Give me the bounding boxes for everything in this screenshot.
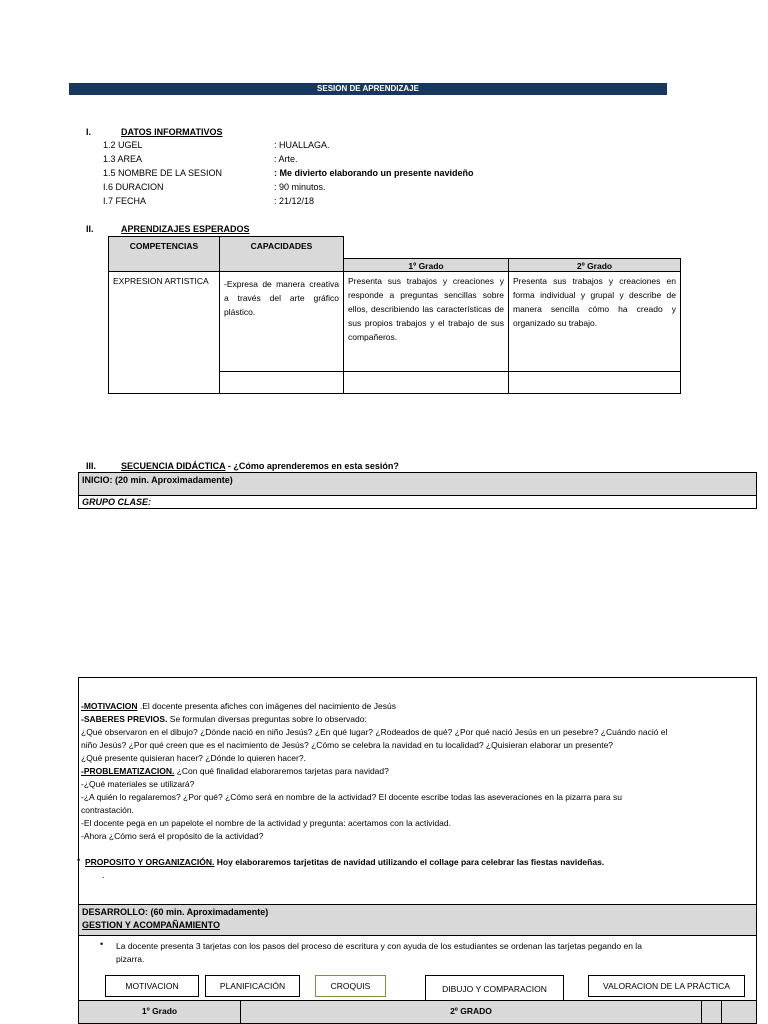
step-croquis: CROQUIS	[315, 975, 386, 997]
proposito-title: PROPOSITO Y ORGANIZACIÓN.	[85, 857, 215, 867]
step-motivacion: MOTIVACION	[105, 975, 199, 997]
proposito-text: Hoy elaboraremos tarjetitas de navidad utilizando el collage para celebrar las fiestas navideñas.	[214, 857, 605, 867]
capacidades-header: CAPACIDADES	[219, 236, 344, 272]
step-dibujo-comparacion: DIBUJO Y COMPARACION	[425, 975, 564, 1002]
empty-cell	[701, 1000, 722, 1024]
empty-cell	[343, 371, 509, 394]
question-line: ¿Qué presente quisieran hacer? ¿Dónde lo quieren hacer?.	[81, 753, 306, 763]
session-title-banner: SESION DE APRENDIZAJE	[69, 83, 667, 95]
duration-label: I.6 DURACION	[103, 182, 164, 192]
problematizacion-text: ¿Con qué finalidad elaboraremos tarjetas para navidad?	[174, 766, 389, 776]
section-number-2: II.	[86, 224, 94, 234]
ugel-value: : HUALLAGA.	[274, 140, 330, 150]
grado1-header: 1º Grado	[343, 258, 509, 272]
desarrollo-bullet-line: pizarra.	[116, 954, 145, 964]
secuencia-heading-question: - ¿Cómo aprenderemos en esta sesión?	[225, 461, 399, 471]
step-valoracion: VALORACION DE LA PRÁCTICA	[588, 975, 745, 997]
step-planificacion: PLANIFICACIÓN	[205, 975, 300, 997]
competencias-header: COMPETENCIAS	[108, 236, 220, 272]
grado2-bottom-header: 2º GRADO	[240, 1000, 702, 1024]
bullet-icon: •	[100, 939, 104, 949]
session-name-value: : Me divierto elaborando un presente navideño	[274, 168, 474, 178]
grupo-clase-label: GRUPO CLASE:	[82, 497, 152, 507]
inicio-label: INICIO: (20 min. Aproximadamente)	[82, 475, 233, 485]
secuencia-heading	[121, 461, 399, 471]
question-line: niño Jesús? ¿Por qué creen que es el nacimiento de Jesús? ¿Cómo se celebra la navidad en tu localidad? ¿Quisieran elaborar un presente?	[81, 740, 614, 750]
area-value: : Arte.	[274, 154, 298, 164]
proposito-line	[85, 856, 757, 869]
grupo-clase-bar	[78, 495, 757, 509]
motivacion-title: -MOTIVACION	[81, 701, 138, 711]
question-line: ¿Qué observaron en el dibujo? ¿Dónde nació en niño Jesús? ¿En qué lugar? ¿Rodeados de qué? ¿Por qué nació Jesús en un pesebre? ¿Cuándo nació el	[81, 727, 668, 737]
motivacion-text: .El docente presenta afiches con imágenes del nacimiento de Jesús	[137, 701, 396, 711]
question-line: -Ahora ¿Cómo será el propósito de la actividad?	[81, 831, 264, 841]
aprendizajes-heading: APRENDIZAJES ESPERADOS	[121, 224, 250, 234]
capacidad-cell: -Expresa de manera creativa a través del arte gráfico plástico.	[219, 271, 344, 372]
section-number-1: I.	[86, 127, 92, 137]
competencia-cell: EXPRESION ARTISTICA	[108, 271, 220, 394]
date-value: : 21/12/18	[274, 196, 315, 206]
grado2-header: 2º Grado	[508, 258, 681, 272]
question-line: -¿A quién lo regalaremos? ¿Por qué? ¿Cómo será en nombre de la actividad? El docente escribe todas las aseveraciones en la pizarra para su	[81, 792, 622, 802]
bullet-icon: •	[77, 855, 81, 865]
datos-heading: DATOS INFORMATIVOS	[121, 127, 223, 137]
stray-dot: .	[102, 870, 105, 880]
inicio-bar	[78, 472, 757, 496]
saberes-text: Se formulan diversas preguntas sobre lo observado:	[167, 714, 367, 724]
desarrollo-title: DESARROLLO: (60 min. Aproximadamente)	[82, 907, 269, 917]
empty-cell	[721, 1000, 757, 1024]
question-line: -¿Qué materiales se utilizará?	[81, 779, 195, 789]
secuencia-heading-label: SECUENCIA DIDÁCTICA	[121, 461, 226, 471]
date-label: I.7 FECHA	[103, 196, 147, 206]
grado2-desempeno-cell: Presenta sus trabajos y creaciones en forma individual y grupal y describe de manera sencilla cómo ha creado y organizado su trabajo.	[508, 271, 681, 372]
grado1-bottom-header: 1º Grado	[78, 1000, 241, 1024]
section-number-3: III.	[86, 461, 97, 471]
desarrollo-subtitle: GESTION Y ACOMPAÑAMIENTO	[82, 920, 221, 930]
session-name-label: 1.5 NOMBRE DE LA SESION	[103, 168, 223, 178]
saberes-title: -SABERES PREVIOS.	[81, 714, 168, 724]
desarrollo-bullet-line: La docente presenta 3 tarjetas con los pasos del proceso de escritura y con ayuda de los estudiantes se ordenan las tarjetas pegando en la	[116, 941, 642, 951]
motivacion-line	[81, 700, 753, 713]
ugel-label: 1.2 UGEL	[103, 140, 143, 150]
empty-cell	[219, 371, 344, 394]
question-line: -El docente pega en un papelote el nombre de la actividad y pregunta: acertamos con la actividad.	[81, 818, 451, 828]
saberes-line	[81, 713, 753, 726]
problematizacion-line	[81, 765, 753, 778]
empty-cell	[508, 371, 681, 394]
question-line: contrastación.	[81, 805, 134, 815]
problematizacion-title: -PROBLEMATIZACION.	[81, 766, 175, 776]
area-label: 1.3 AREA	[103, 154, 143, 164]
duration-value: : 90 minutos.	[274, 182, 326, 192]
desarrollo-bar	[78, 904, 757, 936]
grado1-desempeno-cell: Presenta sus trabajos y creaciones y responde a preguntas sencillas sobre ellos, describiendo las características de sus propios trabajos y el trabajo de sus compañeros.	[343, 271, 509, 372]
